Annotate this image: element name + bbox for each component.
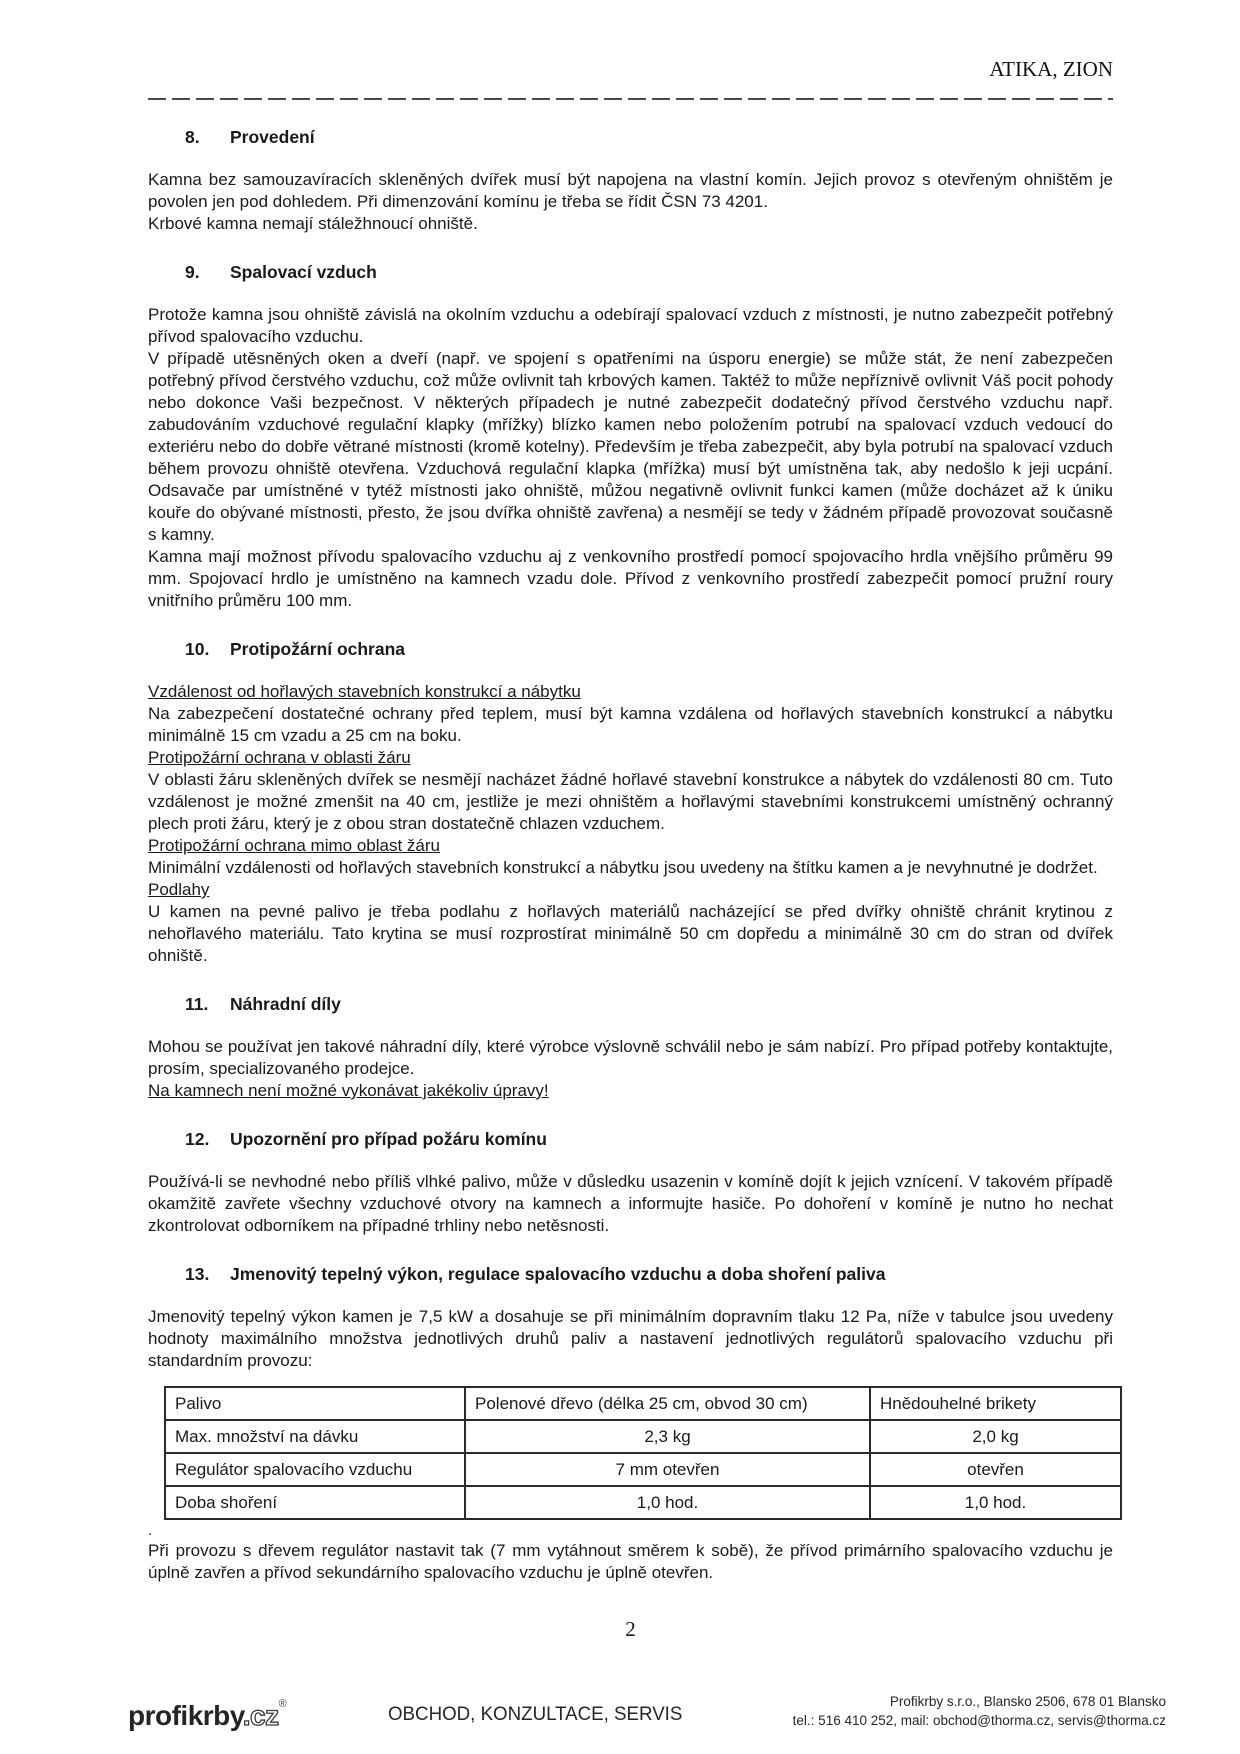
header-divider-line (148, 98, 1113, 100)
section-number: 11. (185, 994, 209, 1014)
section-heading-9 (148, 261, 1113, 283)
document-header-title: ATIKA, ZION (989, 57, 1113, 81)
paragraph: Minimální vzdálenosti od hořlavých stavebních konstrukcí a nábytku jsou uvedeny na štítku kamen a je nevyhnutné je dodržet. (148, 858, 1098, 877)
paragraph: Kamna bez samouzavíracích skleněných dvířek musí být napojena na vlastní komín. Jejich provoz s otevřeným ohništěm je povolen jen pod dohledem. Při dimenzování komínu je třeba se řídit ČSN 73 4201. (148, 170, 1113, 211)
section-number: 9. (185, 262, 200, 282)
table-cell: Polenové dřevo (délka 25 cm, obvod 30 cm) (465, 1387, 870, 1420)
logo-tld-text: .cz (242, 1700, 279, 1731)
table-cell: otevřen (870, 1453, 1121, 1486)
table-cell: 2,0 kg (870, 1420, 1121, 1453)
table-cell: Max. množství na dávku (165, 1420, 465, 1453)
paragraph: Kamna mají možnost přívodu spalovacího vzduchu aj z venkovního prostředí pomocí spojovacího hrdla vnějšího průměru 99 mm. Spojovací hrdlo je umístněno na kamnech vzadu dole. Přívod z venkovního prostředí zabezpečit pomocí pružní roury vnitřního průměru 100 mm. (148, 547, 1113, 610)
subsection-heading: Podlahy (148, 880, 210, 899)
stray-dot: . (148, 1522, 153, 1539)
logo-main-text: profikrby (128, 1700, 243, 1731)
footer-contact-line: tel.: 516 410 252, mail: obchod@thorma.cz, servis@thorma.cz (792, 1713, 1166, 1728)
table-cell: Regulátor spalovacího vzduchu (165, 1453, 465, 1486)
registered-trademark-icon: ® (278, 1698, 287, 1710)
profikrby-logo (128, 1698, 286, 1732)
table-cell: 1,0 hod. (870, 1486, 1121, 1519)
paragraph: Krbové kamna nemají stáležhnoucí ohniště. (148, 214, 478, 233)
paragraph: Při provozu s dřevem regulátor nastavit tak (7 mm vytáhnout směrem k sobě), že přívod primárního spalovacího vzduchu je úplně zavřen a přívod sekundárního spalovacího vzduchu je úplně otevřen. (148, 1541, 1113, 1582)
section-title: Spalovací vzduch (230, 262, 377, 282)
table-cell: Hnědouhelné brikety (870, 1387, 1121, 1420)
subsection-heading: Vzdálenost od hořlavých stavebních konstrukcí a nábytku (148, 682, 581, 701)
table-cell: Palivo (165, 1387, 465, 1420)
paragraph: V případě utěsněných oken a dveří (např. ve spojení s opatřeními na úsporu energie) se může stát, že není zabezpečen potřebný přívod čerstvého vzduchu, což může ovlivnit tah krbových kamen. Taktéž to může nepříznivě ovlivnit Váš pocit pohody nebo dokonce Vaši bezpečnost. V některých případech je nutné zabezpečit dodatečný přívod čerstvého vzduchu např. zabudováním vzduchové regulační klapky (mřížky) blízko kamen nebo položením potrubí na spalovací vzduch vedoucí do exteriéru nebo do dobře větrané místnosti (kromě kotelny). Především je třeba zabezpečit, aby byla potrubí na spalovací vzduch během provozu ohniště otevřena. Vzduchová regulační klapka (mřížka) musí být umístněna tak, aby nedošlo k jeji ucpání. Odsavače par umístněné v tytéž místnosti jako ohniště, můžou negativně ovlivnit funkci kamen (může docházet až k úniku kouře do obývané místnosti, přesto, že jsou dvířka ohniště zavřena) a nesmějí se tedy v žádném případě provozovat současně s kamny. (148, 349, 1113, 544)
section-heading-8 (148, 126, 1113, 148)
section-number: 13. (185, 1264, 210, 1284)
footer-slogan: OBCHOD, KONZULTACE, SERVIS (388, 1703, 683, 1725)
section-title: Protipožární ochrana (230, 639, 406, 659)
section-number: 10. (185, 639, 210, 659)
section-number: 12. (185, 1129, 210, 1149)
section-title: Jmenovitý tepelný výkon, regulace spalovacího vzduchu a doba shoření paliva (230, 1264, 886, 1284)
section-title: Upozornění pro případ požáru komínu (230, 1129, 547, 1149)
subsection-heading: Protipožární ochrana mimo oblast žáru (148, 836, 440, 855)
section-heading-10 (148, 638, 1113, 660)
page-number: 2 (625, 1617, 636, 1641)
paragraph: Na zabezpečení dostatečné ochrany před teplem, musí být kamna vzdálena od hořlavých stavebních konstrukcí a nábytku minimálně 15 cm vzadu a 25 cm na boku. (148, 704, 1113, 745)
table-row (165, 1420, 1121, 1453)
footer-address-line: Profikrby s.r.o., Blansko 2506, 678 01 Blansko (889, 1694, 1166, 1709)
section-title: Náhradní díly (230, 994, 341, 1014)
paragraph: Jmenovitý tepelný výkon kamen je 7,5 kW a dosahuje se při minimálním dopravním tlaku 12 Pa, níže v tabulce jsou uvedeny hodnoty maximálního množstva jednotlivých druhů paliv a nastavení jednotlivých regulátorů spalovacího vzduchu při standardním provozu: (148, 1307, 1113, 1370)
paragraph: U kamen na pevné palivo je třeba podlahu z hořlavých materiálů nacházející se před dvířky ohniště chránit krytinou z nehořlavého materiálu. Tato krytina se musí rozprostírat minimálně 50 cm dopředu a minimálně 30 cm do stran od dvířek ohniště. (148, 902, 1113, 965)
section-heading-11 (148, 993, 1113, 1015)
table-row (165, 1453, 1121, 1486)
paragraph: Protože kamna jsou ohniště závislá na okolním vzduchu a odebírají spalovací vzduch z místnosti, je nutno zabezpečit potřebný přívod spalovacího vzduchu. (148, 305, 1113, 346)
table-header-row (165, 1387, 1121, 1420)
page-footer (0, 1688, 1240, 1748)
table-cell: 7 mm otevřen (465, 1453, 870, 1486)
section-heading-12 (148, 1128, 1113, 1150)
table-row (165, 1486, 1121, 1519)
table-cell: 1,0 hod. (465, 1486, 870, 1519)
table-cell: Doba shoření (165, 1486, 465, 1519)
footer-company-info (793, 1692, 1166, 1730)
section-heading-13 (148, 1263, 1113, 1285)
section-title: Provedení (230, 127, 315, 147)
paragraph: Používá-li se nevhodné nebo příliš vlhké palivo, může v důsledku usazenin v komíně dojít k jejich vznícení. V takovém případě okamžitě zavřete všechny vzduchové otvory na kamnech a informujte hasiče. Po dohoření v komíně je nutno ho nechat zkontrolovat odborníkem na případné trhliny nebo netěsnosti. (148, 1172, 1113, 1235)
paragraph: V oblasti žáru skleněných dvířek se nesmějí nacházet žádné hořlavé stavební konstrukce a nábytek do vzdálenosti 80 cm. Tuto vzdálenost je možné zmenšit na 40 cm, jestliže je mezi ohništěm a hořlavými stavebními konstrukcemi umístněný ochranný plech proti žáru, který je z obou stran dostatečně chlazen vzduchem. (148, 770, 1113, 833)
section-number: 8. (185, 127, 200, 147)
fuel-settings-table (164, 1386, 1122, 1520)
table-cell: 2,3 kg (465, 1420, 870, 1453)
subsection-heading: Protipožární ochrana v oblasti žáru (148, 748, 411, 767)
paragraph: Mohou se používat jen takové náhradní díly, které výrobce výslovně schválil nebo je sám nabízí. Pro případ potřeby kontaktujte, prosím, specializovaného prodejce. (148, 1037, 1113, 1078)
underlined-note: Na kamnech není možné vykonávat jakékoliv úpravy! (148, 1081, 549, 1100)
